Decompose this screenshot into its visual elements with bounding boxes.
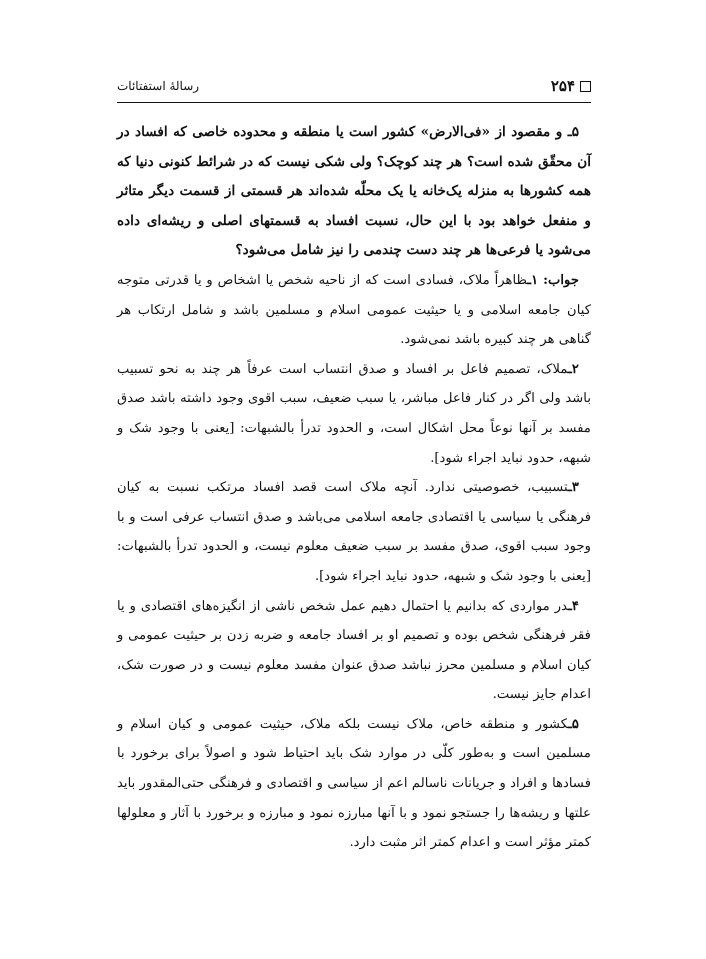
answer-text: کشور و منطقه خاص، ملاک نیست بلکه ملاک، حیثیت عمومی و کیان اسلام و مسلمین است و به‌طور کلّی در موارد شک باید احتیاط شود و اصولاً برای برخورد با فسادها و افراد و جریانات ناسالم اعم از سیاسی و اقتصادی و فرهنگی حتی‌المقدور باید علتها و ریشه‌ها را جستجو نمود و با آنها مبارزه نمود و مبارزه و برخورد با آثار و معلولها کمتر مؤثر است و اعدام کمتر اثر مثبت دارد.: [117, 716, 591, 851]
answer-number: ۳ـ: [568, 480, 579, 496]
answer-text: ملاک، تصمیم فاعل بر افساد و صدق انتساب است عرفاً هر چند به نحو تسبیب باشد ولی اگر در کنار فاعل مباشر، یا سبب ضعیف، سبب اقوی وجود داشته باشد صدق مفسد بر آنها نوعاً محل اشکال است، و الحدود تدرأ بالشبهات: [یعنی با وجود شک و شبهه، حدود نباید اجراء شود].: [117, 361, 591, 466]
square-icon: [580, 81, 591, 92]
running-title: رسالۀ استفتائات: [117, 79, 200, 93]
header-divider: [117, 102, 591, 103]
answer-label: جواب:: [543, 272, 579, 288]
answer-number: ۴ـ: [568, 598, 579, 614]
answer-text: تسبیب، خصوصیتی ندارد. آنچه ملاک است قصد افساد مرتکب نسبت به کیان فرهنگی یا سیاسی یا اقتصادی جامعه اسلامی می‌باشد و صدق انتساب عرفی است و با وجود سبب اقوی، صدق مفسد بر سبب ضعیف معلوم نیست، و الحدود تدرأ بالشبهات: [یعنی با وجود شک و شبهه، حدود نباید اجراء شود].: [117, 480, 591, 584]
page-number: ۲۵۴: [550, 77, 575, 95]
answer-number: ۱ـ: [527, 272, 539, 288]
page-body: [117, 118, 591, 858]
question-paragraph: ۵ـ و مقصود از «فی‌الارض» کشور است یا منطقه و محدوده خاصی که افساد در آن محقّق شده است؟ هر چند کوچک؟ ولی شکی نیست که در شرائط کنونی دنیا که همه کشورها به منزله یک‌خانه یا یک محلّه شده‌اند هر قسمتی از قسمت دیگر متاثر و منفعل خواهد بود با این حال، نسبت افساد به قسمتهای اصلی و ریشه‌ای داده می‌شود یا فرعی‌ها هر چند دست چندمی را نیز شامل می‌شود؟: [117, 124, 591, 259]
answer-paragraph-2: [117, 355, 591, 473]
answer-number: ۵ـ: [568, 716, 579, 732]
page-number-group: [551, 77, 591, 95]
page-header: [117, 77, 591, 101]
answer-paragraph-3: [117, 473, 591, 591]
answer-number: ۲ـ: [568, 361, 579, 377]
answer-paragraph-4: [117, 592, 591, 710]
answer-paragraph-1: [117, 266, 591, 355]
answer-text: در مواردی که بدانیم یا احتمال دهیم عمل شخص ناشی از انگیزه‌های اقتصادی و یا فقر فرهنگی شخص بوده و تصمیم او بر افساد جامعه و ضربه زدن بر حیثیت عمومی و کیان اسلام و مسلمین محرز نباشد صدق عنوان مفسد معلوم نیست و در صورت شک، اعدام جایز نیست.: [117, 598, 591, 703]
answer-paragraph-5: [117, 710, 591, 858]
answer-text: ظاهراً ملاک، فسادی است که از ناحیه شخص یا اشخاص و یا قدرتی متوجه کیان جامعه اسلامی و یا حیثیت عمومی اسلام و مسلمین باشد و شامل ارتکاب هر گناهی هر چند کبیره باشد نمی‌شود.: [117, 272, 591, 348]
